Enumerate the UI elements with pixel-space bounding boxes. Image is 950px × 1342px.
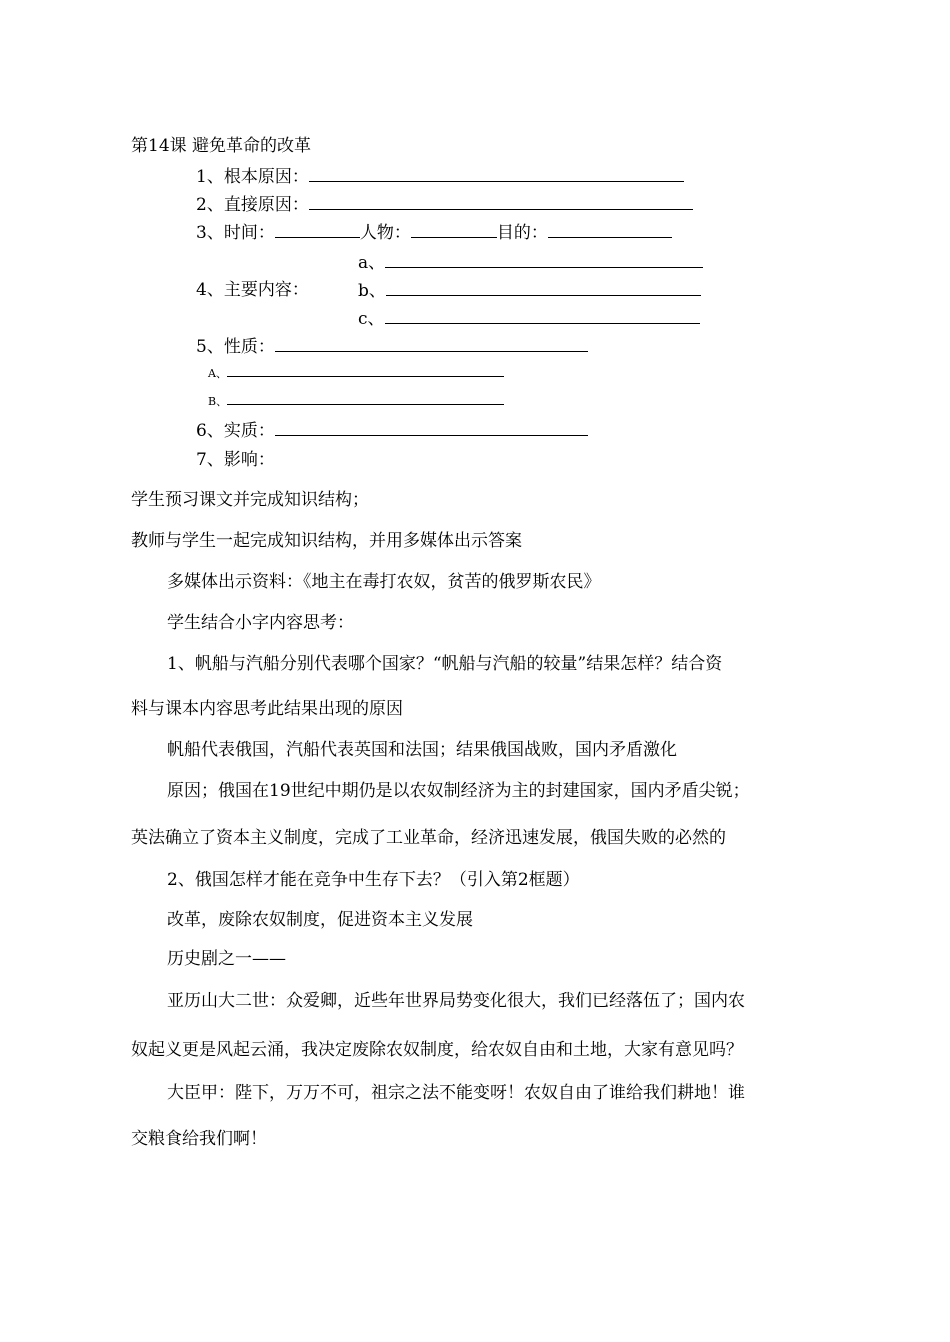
outline-item-5B: [208, 388, 504, 413]
outline-item-5: [196, 335, 588, 358]
paragraph: 原因；俄国在19世纪中期仍是以农奴制经济为主的封建国家，国内矛盾尖锐；: [167, 781, 750, 801]
outline-item-1-label: 1、根本原因：: [196, 167, 309, 187]
outline-item-5A: [208, 360, 504, 385]
answer-blank[interactable]: [309, 193, 693, 210]
paragraph: 学生结合小字内容思考：: [167, 613, 354, 633]
outline-item-4b: [358, 279, 701, 302]
answer-blank[interactable]: [548, 221, 672, 238]
answer-blank[interactable]: [275, 419, 588, 436]
paragraph: 帆船代表俄国，汽船代表英国和法国；结果俄国战败，国内矛盾激化: [167, 740, 677, 760]
subitem-A-label: A、: [208, 367, 227, 380]
goal-label: 目的：: [496, 223, 548, 243]
paragraph: 改革，废除农奴制度，促进资本主义发展: [167, 910, 473, 930]
outline-item-4: 4、主要内容：: [196, 280, 309, 300]
paragraph: 大臣甲：陛下，万万不可，祖宗之法不能变呀！农奴自由了谁给我们耕地！谁: [167, 1083, 745, 1103]
outline-item-3: [196, 221, 672, 244]
outline-item-4a: [358, 251, 703, 274]
time-label: 3、时间：: [196, 223, 275, 243]
answer-blank[interactable]: [275, 221, 360, 238]
paragraph: 料与课本内容思考此结果出现的原因: [131, 699, 403, 719]
outline-item-2: [196, 193, 693, 216]
answer-blank[interactable]: [275, 335, 588, 352]
answer-blank[interactable]: [385, 251, 703, 268]
paragraph: 英法确立了资本主义制度，完成了工业革命，经济迅速发展，俄国失败的必然的: [131, 828, 726, 848]
paragraph: 1、帆船与汽船分别代表哪个国家？“帆船与汽船的较量”结果怎样？结合资: [167, 654, 723, 674]
paragraph: 2、俄国怎样才能在竞争中生存下去？（引入第2框题）: [167, 870, 580, 890]
answer-blank[interactable]: [309, 165, 684, 182]
paragraph: 多媒体出示资料：《地主在毒打农奴，贫苦的俄罗斯农民》: [167, 572, 601, 592]
lesson-title: 第14课 避免革命的改革: [131, 136, 312, 156]
answer-blank[interactable]: [385, 307, 700, 324]
paragraph: 亚历山大二世：众爱卿，近些年世界局势变化很大，我们已经落伍了；国内农: [167, 991, 745, 1011]
paragraph: 历史剧之一——: [167, 949, 286, 969]
person-label: 人物：: [359, 223, 411, 243]
subitem-b-label: b、: [358, 281, 386, 301]
answer-blank[interactable]: [227, 360, 504, 377]
paragraph: 学生预习课文并完成知识结构；: [131, 490, 369, 510]
paragraph: 教师与学生一起完成知识结构，并用多媒体出示答案: [131, 531, 522, 551]
answer-blank[interactable]: [227, 388, 504, 405]
subitem-B-label: B、: [208, 395, 228, 408]
paragraph: 交粮食给我们啊！: [131, 1129, 267, 1149]
paragraph: 奴起义更是风起云涌，我决定废除农奴制度，给农奴自由和土地，大家有意见吗？: [131, 1040, 743, 1060]
answer-blank[interactable]: [386, 279, 701, 296]
outline-item-2-label: 2、直接原因：: [196, 195, 309, 215]
outline-item-1: [196, 165, 684, 188]
outline-item-6-label: 6、实质：: [196, 421, 275, 441]
outline-item-6: [196, 419, 588, 442]
outline-item-4c: [358, 307, 700, 330]
answer-blank[interactable]: [411, 221, 497, 238]
outline-item-5-label: 5、性质：: [196, 337, 275, 357]
outline-item-7: 7、影响：: [196, 450, 275, 470]
subitem-c-label: c、: [358, 309, 385, 329]
subitem-a-label: a、: [358, 253, 386, 273]
